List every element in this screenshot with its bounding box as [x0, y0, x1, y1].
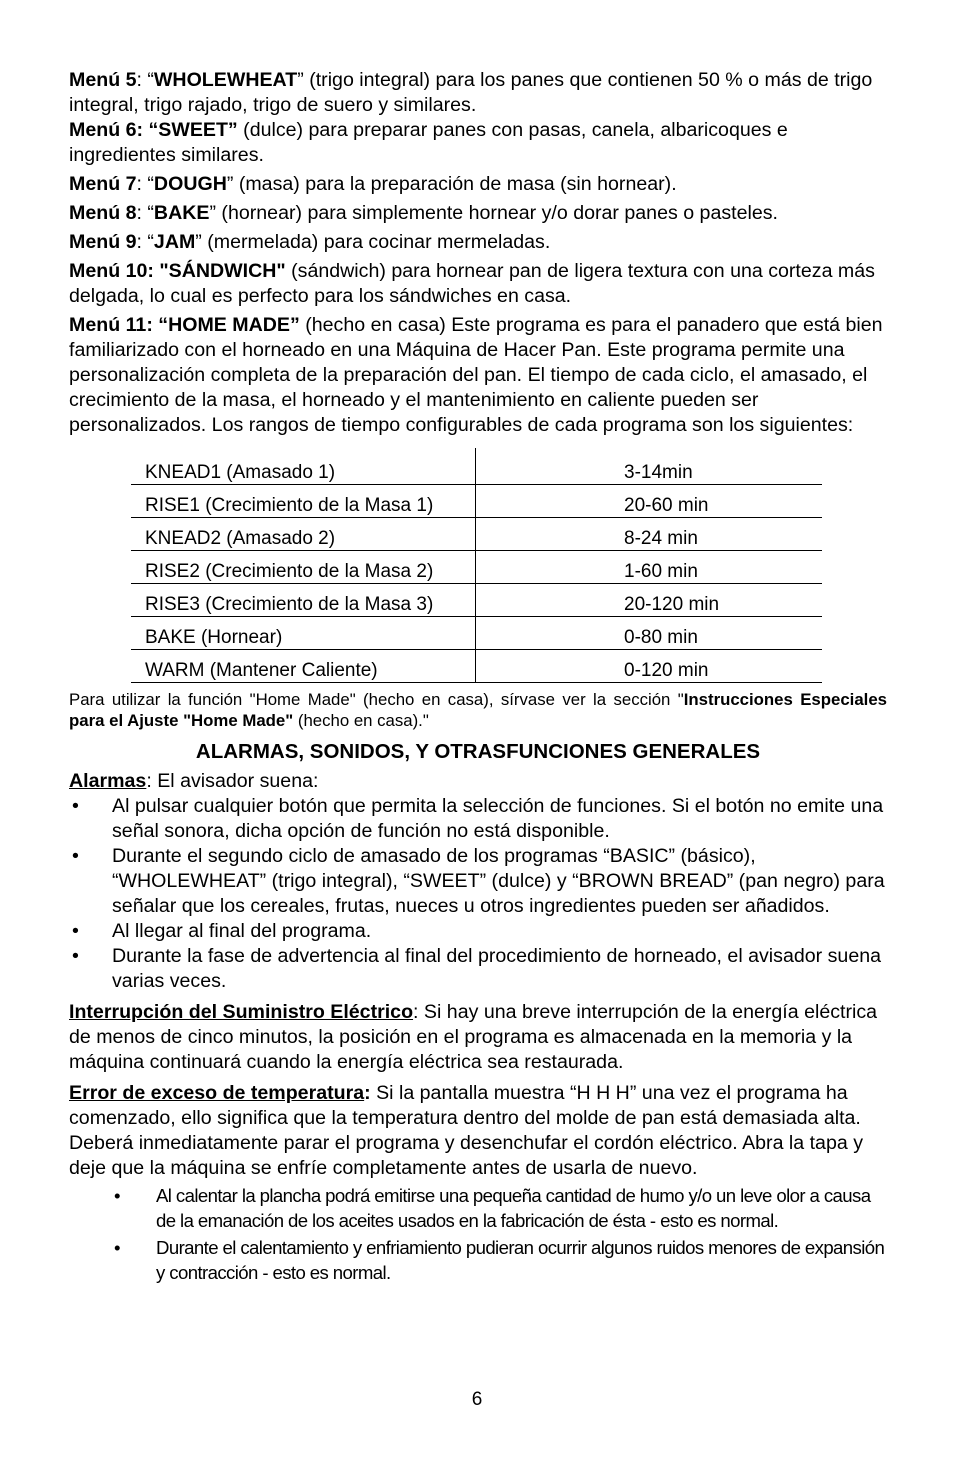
bullet-icon: • [114, 1237, 120, 1258]
menu-item-5: Menú 5: “WHOLEWHEAT” (trigo integral) para los panes que contienen 50 % o más de trigo integral, trigo rajado, trigo de suero y similares. [69, 69, 873, 116]
time-ranges-table [131, 448, 822, 683]
stage-cell: WARM (Mantener Caliente) [131, 650, 476, 683]
home-made-note: Para utilizar la función "Home Made" (hecho en casa), sírvase ver la sección "Instrucciones Especiales para el Ajuste "Home Made" (hecho en casa)." [69, 690, 887, 730]
stage-cell: RISE1 (Crecimiento de la Masa 1) [131, 485, 476, 518]
stage-cell: BAKE (Hornear) [131, 617, 476, 650]
stage-cell: RISE3 (Crecimiento de la Masa 3) [131, 584, 476, 617]
time-cell: 1-60 min [476, 551, 823, 584]
menu-item-6: Menú 6: “SWEET” (dulce) para preparar panes con pasas, canela, albaricoques e ingredientes similares. [69, 119, 788, 166]
stage-cell: KNEAD1 (Amasado 1) [131, 448, 476, 485]
time-cell: 0-80 min [476, 617, 823, 650]
menu-item-7: Menú 7: “DOUGH” (masa) para la preparación de masa (sin hornear). [69, 173, 677, 195]
list-item: • Durante la fase de advertencia al final del procedimiento de horneado, el avisador suena varias veces. [72, 945, 882, 992]
menu-list [69, 68, 887, 438]
alarms-intro: Alarmas: El avisador suena: [69, 770, 319, 792]
table-row [131, 518, 822, 551]
page-number: 6 [471, 1389, 483, 1410]
overheat-list [69, 1183, 887, 1285]
time-cell: 8-24 min [476, 518, 823, 551]
overheat-label: Error de exceso de temperatura [69, 1082, 365, 1104]
time-cell: 0-120 min [476, 650, 823, 683]
table-row [131, 584, 822, 617]
bullet-icon: • [114, 1185, 120, 1206]
menu-item-10: Menú 10: "SÁNDWICH" (sándwich) para hornear pan de ligera textura con una corteza más delgada, lo cual es perfecto para los sándwiches en casa. [69, 260, 875, 307]
bullet-icon: • [72, 945, 79, 967]
table-row [131, 485, 822, 518]
stage-cell: RISE2 (Crecimiento de la Masa 2) [131, 551, 476, 584]
menu-item-9: Menú 9: “JAM” (mermelada) para cocinar mermeladas. [69, 231, 551, 253]
power-interruption: Interrupción del Suministro Eléctrico: Si hay una breve interrupción de la energía eléctrica de menos de cinco minutos, la posición en el programa es almacenada en la memoria y la máquina continuará cuando la energía eléctrica sea restaurada. [69, 1001, 878, 1073]
power-label: Interrupción del Suministro Eléctrico [69, 1001, 414, 1023]
menu-item-8: Menú 8: “BAKE” (hornear) para simplemente hornear y/o dorar panes o pasteles. [69, 202, 778, 224]
time-cell: 20-60 min [476, 485, 823, 518]
menu-item-11: Menú 11: “HOME MADE” (hecho en casa) Este programa es para el panadero que está bien familiarizado con el horneado en una Máquina de Hacer Pan. Este programa permite una personalización completa de la preparación del pan. El tiempo de cada ciclo, el amasado, el crecimiento de la masa, el horneado y el mantenimiento en caliente pueden ser personalizados. Los rangos de tiempo configurables de cada programa son los siguientes: [69, 314, 883, 436]
bullet-icon: • [72, 920, 79, 942]
section-heading: ALARMAS, SONIDOS, Y OTRASFUNCIONES GENERALES [195, 740, 761, 763]
table-row [131, 551, 822, 584]
stage-cell: KNEAD2 (Amasado 2) [131, 518, 476, 551]
list-item: • Durante el segundo ciclo de amasado de los programas “BASIC” (básico), “WHOLEWHEAT” (trigo integral), “SWEET” (dulce) y “BROWN BREAD” (pan negro) para señalar que los cereales, frutas, nueces u otros ingredientes pueden ser añadidos. [72, 845, 885, 917]
alarms-label: Alarmas [69, 770, 147, 792]
bullet-icon: • [72, 795, 79, 817]
alarms-list [69, 794, 887, 994]
table-row [131, 650, 822, 683]
time-cell: 20-120 min [476, 584, 823, 617]
manual-page [69, 68, 887, 1287]
overheat-error: Error de exceso de temperatura: Si la pantalla muestra “H H H” una vez el programa ha comenzado, ello significa que la temperatura dentro del molde de pan está demasiada alta. Deberá inmediatamente parar el programa y desenchufar el cordón eléctrico. Abra la tapa y deje que la máquina se enfríe completamente antes de usarla de nuevo. [69, 1082, 863, 1179]
bullet-icon: • [72, 845, 79, 867]
table-row [131, 617, 822, 650]
time-cell: 3-14min [476, 448, 823, 485]
list-item: • Al llegar al final del programa. [72, 920, 372, 942]
list-item: • Al calentar la plancha podrá emitirse una pequeña cantidad de humo y/o un leve olor a causa de la emanación de los aceites usados en la fabricación de ésta - esto es normal. [114, 1185, 871, 1231]
list-item: • Al pulsar cualquier botón que permita la selección de funciones. Si el botón no emite una señal sonora, dicha opción de función no está disponible. [72, 795, 884, 842]
table-row [131, 448, 822, 485]
list-item: • Durante el calentamiento y enfriamiento pudieran ocurrir algunos ruidos menores de expansión y contracción - esto es normal. [114, 1237, 885, 1283]
